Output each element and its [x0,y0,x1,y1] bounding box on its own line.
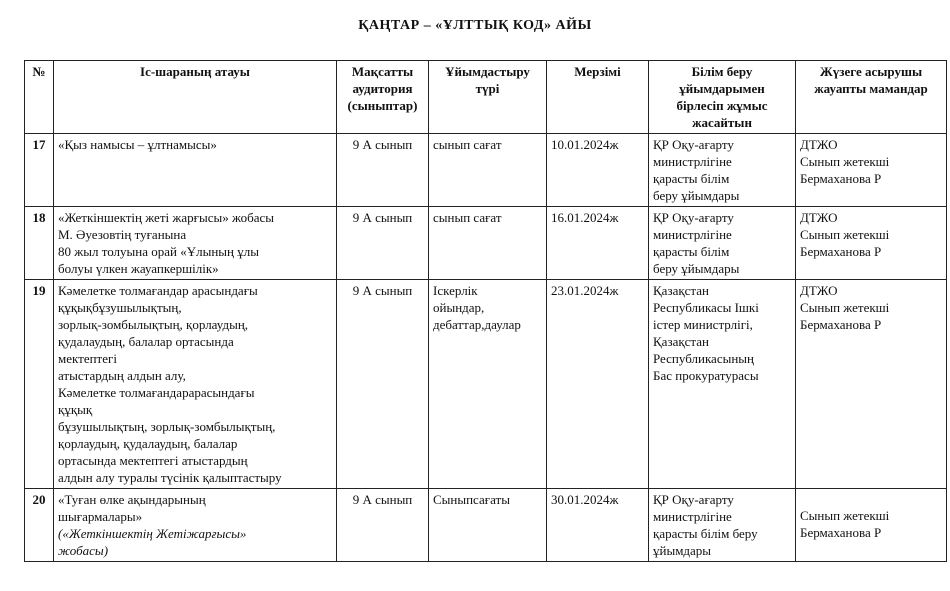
row-form: сынып сағат [429,134,547,207]
header-partners: Білім беру ұйымдарымен бірлесіп жұмыс жасайтын [649,61,796,134]
row-event-name: «Қыз намысы – ұлтнамысы» [54,134,337,207]
header-responsible: Жүзеге асырушы жауапты мамандар [796,61,947,134]
header-name: Іс-шараның атауы [54,61,337,134]
row-audience: 9 А сынып [337,134,429,207]
row-num: 17 [25,134,54,207]
row-event-name: «Жеткіншектің жеті жарғысы» жобасы М. Әуезовтің туғанына 80 жыл толуына орай «Ұлының ұлы болуы үлкен жауапкершілік» [54,207,337,280]
row-date: 23.01.2024ж [547,280,649,489]
header-audience: Мақсатты аудитория (сыныптар) [337,61,429,134]
row-partners: Қазақстан Республикасы Ішкі істер министрлігі, Қазақстан Республикасының Бас прокуратурасы [649,280,796,489]
row-responsible: ДТЖО Сынып жетекші Бермаханова Р [796,134,947,207]
row-num: 18 [25,207,54,280]
row-audience: 9 А сынып [337,489,429,562]
row-num: 19 [25,280,54,489]
row-partners: ҚР Оқу-ағарту министрлігіне қарасты білім беру ұйымдары [649,207,796,280]
table-row [25,280,947,489]
row-audience: 9 А сынып [337,280,429,489]
row-form: Іскерлік ойындар, дебаттар,даулар [429,280,547,489]
row-partners: ҚР Оқу-ағарту министрлігіне қарасты білім беру ұйымдары [649,134,796,207]
events-table [24,60,947,562]
row-num: 20 [25,489,54,562]
page-title: ҚАҢТАР – «ҰЛТТЫҚ КОД» АЙЫ [358,18,592,33]
row-date: 30.01.2024ж [547,489,649,562]
table-header-row [25,61,947,134]
row-date: 10.01.2024ж [547,134,649,207]
table-row [25,134,947,207]
header-date: Мерзімі [547,61,649,134]
row-partners: ҚР Оқу-ағарту министрлігіне қарасты білім беру ұйымдары [649,489,796,562]
table-row [25,207,947,280]
row-date: 16.01.2024ж [547,207,649,280]
row-form: сынып сағат [429,207,547,280]
row-audience: 9 А сынып [337,207,429,280]
row-responsible: ДТЖО Сынып жетекші Бермаханова Р [796,207,947,280]
row-event-name: Кәмелетке толмағандар арасындағы құқықбұзушылықтың, зорлық-зомбылықтың, қорлаудың, қудалаудың, балалар ортасында мектептегі атыстардың алдын алу, Кәмелетке толмағандарарасындағы құқық бұзушылықтың, зорлық-зомбылықтың, қорлаудың, қудалаудың, балалар ортасында мектептегі атыстардың алдын алу туралы түсінік қалыптастыру [54,280,337,489]
row-responsible: ДТЖО Сынып жетекші Бермаханова Р [796,280,947,489]
header-num: № [25,61,54,134]
header-form: Ұйымдастыру түрі [429,61,547,134]
row-event-name: «Туған өлке ақындарының шығармалары» («Жеткіншектің Жетіжарғысы» жобасы) [54,489,337,562]
table-row [25,489,947,562]
row-form: Сыныпсағаты [429,489,547,562]
row-responsible: Сынып жетекші Бермаханова Р [796,489,947,562]
